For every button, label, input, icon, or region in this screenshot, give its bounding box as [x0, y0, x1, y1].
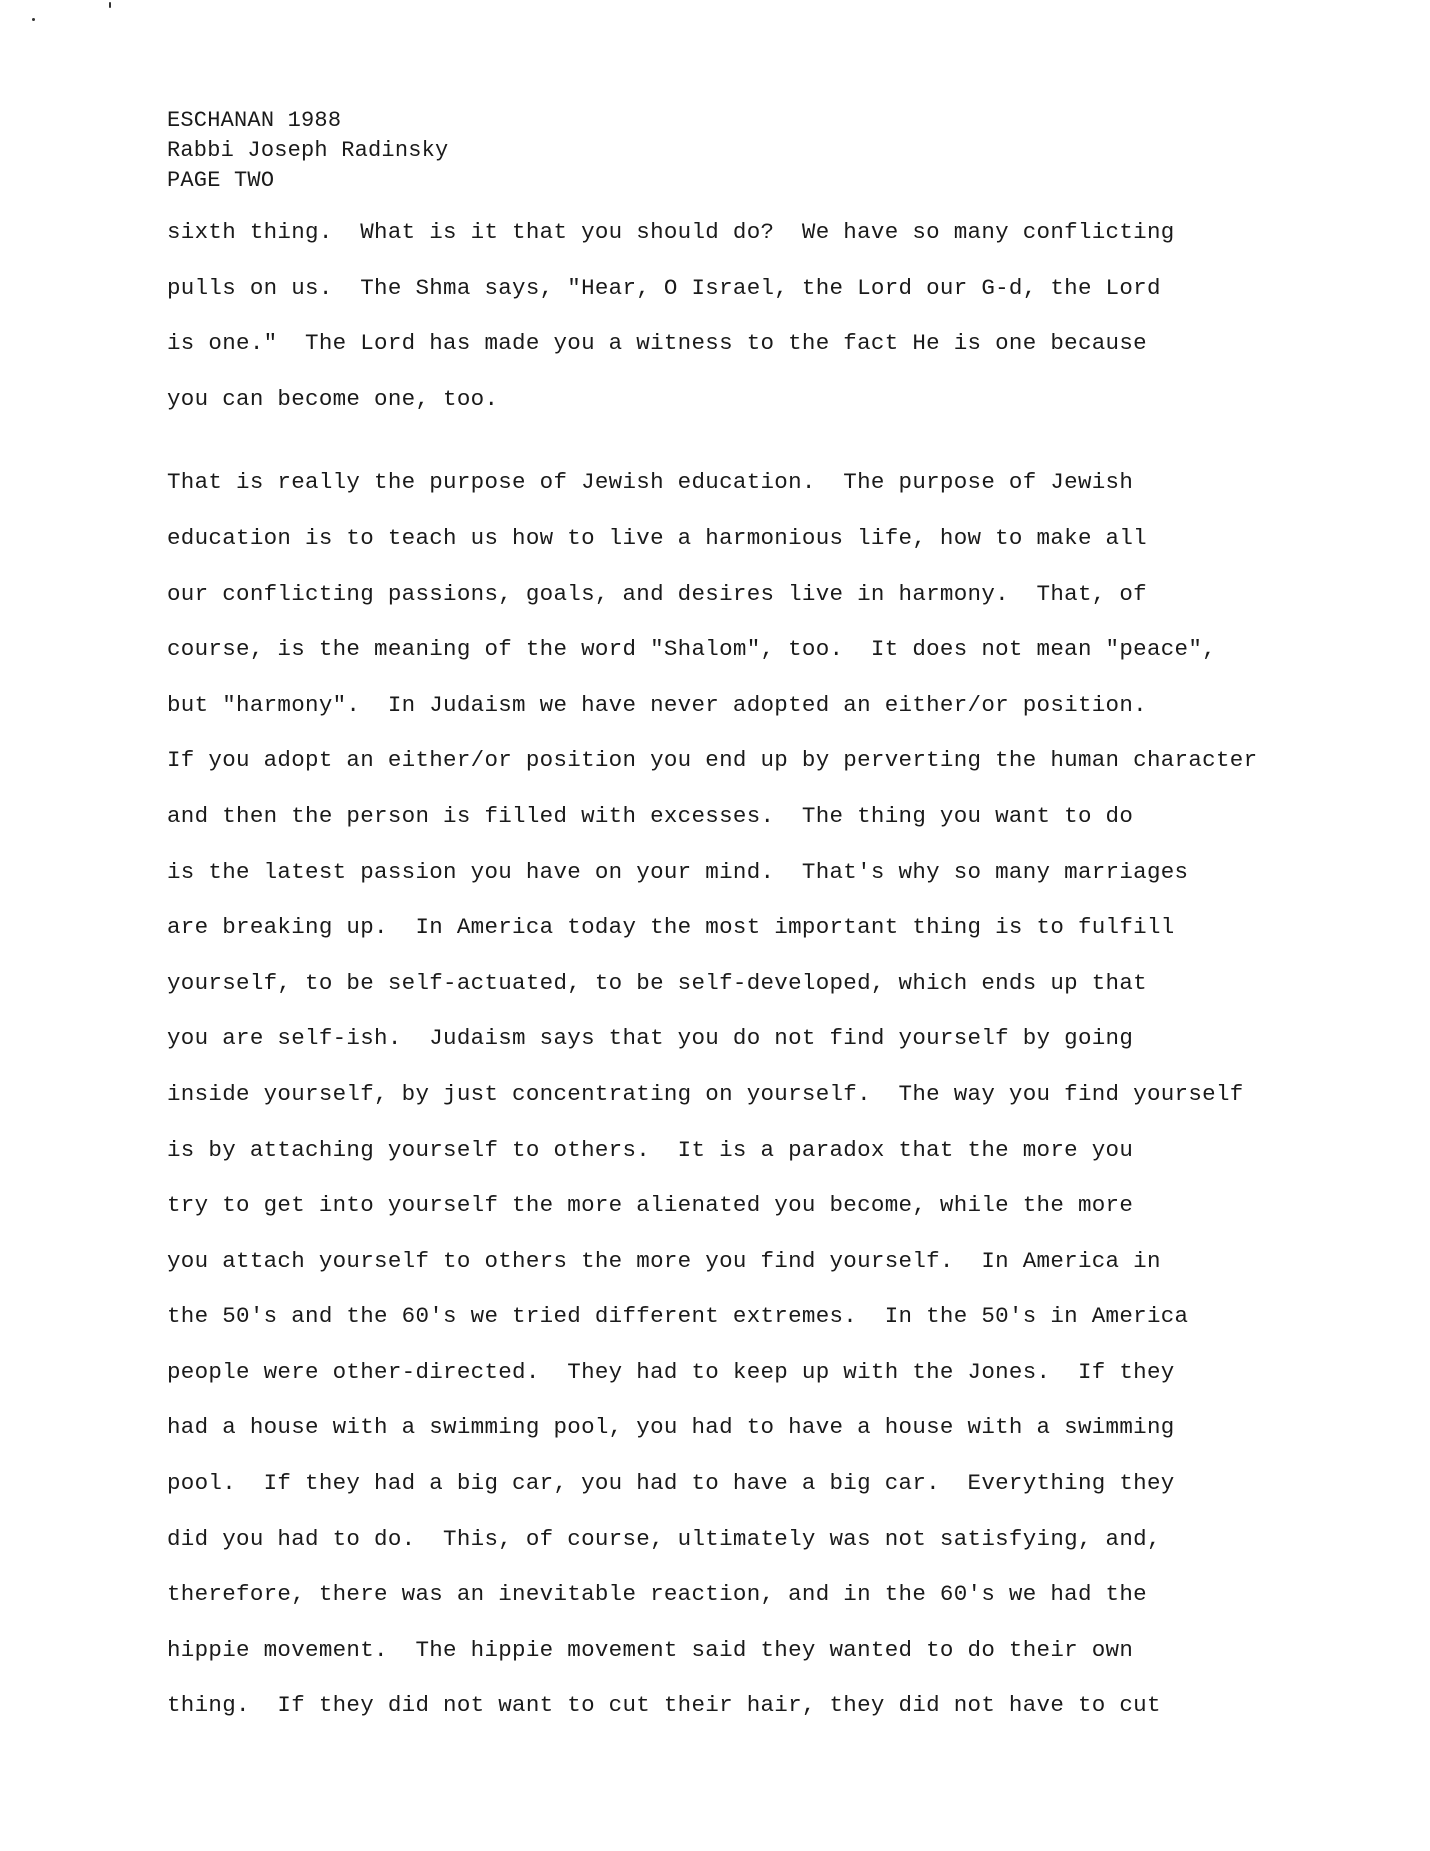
text-line: If you adopt an either/or position you end up by perverting the human character — [167, 747, 1258, 774]
text-line: you attach yourself to others the more you find yourself. In America in — [167, 1247, 1161, 1274]
document-header — [167, 106, 448, 196]
text-line: is by attaching yourself to others. It is a paradox that the more you — [167, 1136, 1134, 1163]
text-line: pool. If they had a big car, you had to have a big car. Everything they — [167, 1470, 1175, 1497]
text-line: did you had to do. This, of course, ultimately was not satisfying, and, — [167, 1525, 1161, 1552]
text-line: therefore, there was an inevitable reaction, and in the 60's we had the — [167, 1581, 1147, 1608]
text-line: try to get into yourself the more alienated you become, while the more — [167, 1192, 1134, 1219]
header-page-label: PAGE TWO — [167, 168, 275, 193]
document-body — [167, 218, 1367, 1747]
text-line: pulls on us. The Shma says, "Hear, O Israel, the Lord our G-d, the Lord — [167, 274, 1161, 301]
text-line: are breaking up. In America today the most important thing is to fulfill — [167, 914, 1175, 941]
text-line: the 50's and the 60's we tried different extremes. In the 50's in America — [167, 1303, 1189, 1330]
text-line: people were other-directed. They had to keep up with the Jones. If they — [167, 1358, 1175, 1385]
text-line: but "harmony". In Judaism we have never adopted an either/or position. — [167, 691, 1147, 718]
text-line: is one." The Lord has made you a witness to the fact He is one because — [167, 330, 1147, 357]
text-line: sixth thing. What is it that you should do? We have so many conflicting — [167, 219, 1175, 245]
text-line: That is really the purpose of Jewish education. The purpose of Jewish — [167, 469, 1134, 496]
text-line: you can become one, too. — [167, 385, 499, 412]
header-title: ESCHANAN 1988 — [167, 108, 342, 133]
header-author: Rabbi Joseph Radinsky — [167, 138, 449, 163]
text-line: education is to teach us how to live a harmonious life, how to make all — [167, 524, 1147, 551]
text-line: course, is the meaning of the word "Shalom", too. It does not mean "peace", — [167, 636, 1216, 663]
text-line: and then the person is filled with excesses. The thing you want to do — [167, 802, 1134, 829]
text-line: our conflicting passions, goals, and desires live in harmony. That, of — [167, 580, 1147, 607]
paragraph-break — [167, 440, 1367, 468]
text-line: you are self-ish. Judaism says that you do not find yourself by going — [167, 1025, 1134, 1052]
scan-speck — [32, 18, 35, 21]
text-line: hippie movement. The hippie movement said they wanted to do their own — [167, 1636, 1134, 1663]
text-line: had a house with a swimming pool, you had to have a house with a swimming — [167, 1414, 1175, 1441]
text-line: is the latest passion you have on your mind. That's why so many marriages — [167, 858, 1189, 885]
text-line: inside yourself, by just concentrating on yourself. The way you find yourself — [167, 1080, 1244, 1107]
scan-speck — [109, 2, 111, 8]
text-line: yourself, to be self-actuated, to be self-developed, which ends up that — [167, 969, 1147, 996]
text-line: thing. If they did not want to cut their hair, they did not have to cut — [167, 1692, 1161, 1719]
